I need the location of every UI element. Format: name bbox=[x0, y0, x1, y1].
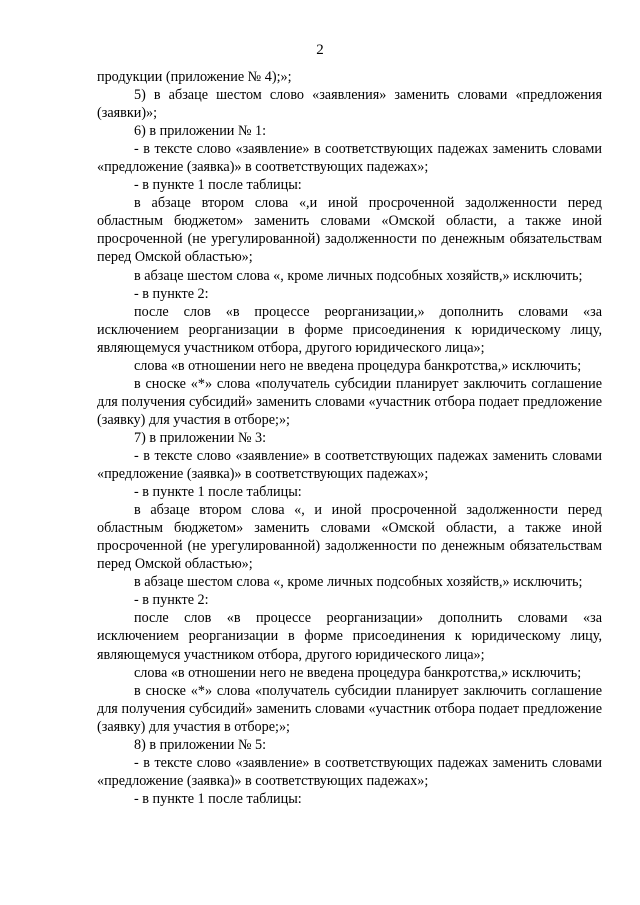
paragraph: - в тексте слово «заявление» в соответствующих падежах заменить словами «предложение (заявка)» в соответствующих падежах»; bbox=[97, 754, 602, 789]
paragraph: слова «в отношении него не введена процедура банкротства,» исключить; bbox=[134, 357, 582, 374]
paragraph: после слов «в процессе реорганизации» дополнить словами «за исключением реорганизации в форме присоединения к юридическому лицу, являющемуся участником отбора, другого юридического лица»; bbox=[97, 610, 602, 663]
paragraph: 6) в приложении № 1: bbox=[134, 123, 267, 140]
paragraph: - в пункте 1 после таблицы: bbox=[134, 484, 302, 501]
paragraph: 7) в приложении № 3: bbox=[134, 429, 267, 446]
paragraph: после слов «в процессе реорганизации,» дополнить словами «за исключением реорганизации в форме присоединения к юридическому лицу, являющемуся участником отбора, другого юридического лица»; bbox=[97, 303, 602, 356]
paragraph: 5) в абзаце шестом слово «заявления» заменить словами «предложения (заявки)»; bbox=[97, 87, 602, 122]
paragraph: - в тексте слово «заявление» в соответствующих падежах заменить словами «предложение (заявка)» в соответствующих падежах»; bbox=[97, 141, 602, 176]
paragraph: в сноске «*» слова «получатель субсидии планирует заключить соглашение для получения субсидий» заменить словами «участник отбора подает предложение (заявку) для участия в отборе;»; bbox=[97, 375, 602, 428]
paragraph: продукции (приложение № 4);»; bbox=[97, 69, 292, 85]
paragraph: - в пункте 1 после таблицы: bbox=[134, 177, 302, 194]
document-body bbox=[97, 68, 602, 808]
paragraph: - в пункте 2: bbox=[134, 592, 209, 609]
paragraph: в абзаце шестом слова «, кроме личных подсобных хозяйств,» исключить; bbox=[134, 267, 583, 284]
page-number: 2 bbox=[316, 42, 324, 58]
paragraph: слова «в отношении него не введена процедура банкротства,» исключить; bbox=[134, 664, 582, 681]
paragraph: в абзаце втором слова «, и иной просроченной задолженности перед областным бюджетом» заменить словами «Омской области, а также иной просроченной (не урегулированной) задолженности по денежным обязательствам перед Омской областью»; bbox=[97, 502, 602, 573]
paragraph: - в пункте 2: bbox=[134, 285, 209, 302]
paragraph: - в пункте 1 после таблицы: bbox=[134, 790, 302, 807]
paragraph: в абзаце втором слова «,и иной просроченной задолженности перед областным бюджетом» заменить словами «Омской области, а также иной просроченной (не урегулированной) задолженности по денежным обязательствам перед Омской областью»; bbox=[97, 195, 602, 266]
paragraph: в сноске «*» слова «получатель субсидии планирует заключить соглашение для получения субсидий» заменить словами «участник отбора подает предложение (заявку) для участия в отборе;»; bbox=[97, 682, 602, 735]
paragraph: 8) в приложении № 5: bbox=[134, 736, 267, 753]
paragraph: в абзаце шестом слова «, кроме личных подсобных хозяйств,» исключить; bbox=[134, 574, 583, 591]
paragraph: - в тексте слово «заявление» в соответствующих падежах заменить словами «предложение (заявка)» в соответствующих падежах»; bbox=[97, 447, 602, 483]
